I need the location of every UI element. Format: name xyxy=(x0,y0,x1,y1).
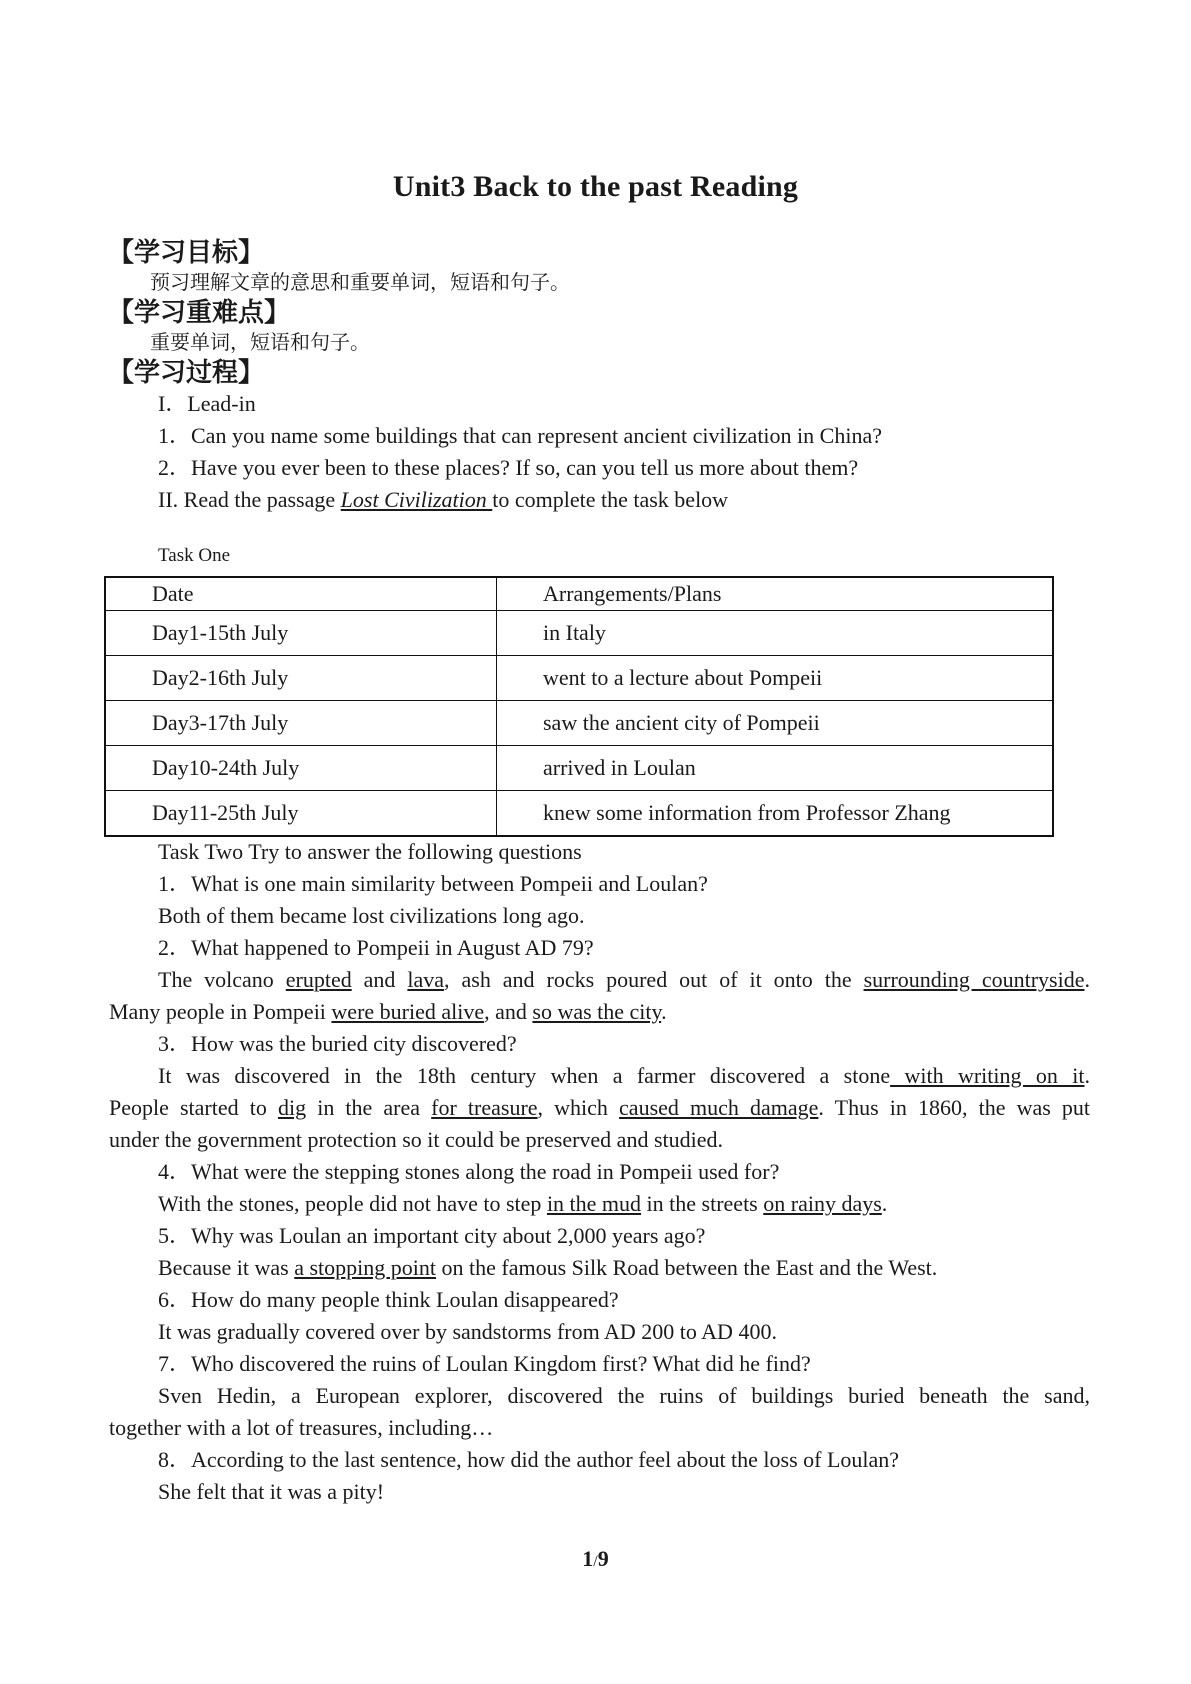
part2-instruction xyxy=(158,484,728,516)
answer-7-line-1: Sven Hedin, a European explorer, discovered the ruins of buildings buried beneath the sand, xyxy=(158,1383,1090,1408)
question-1: 1．What is one main similarity between Pompeii and Loulan? xyxy=(158,871,708,896)
task-one-label: Task One xyxy=(158,545,231,566)
lead-in-question-2: 2．Have you ever been to these places? If so, can you tell us more about them? xyxy=(158,455,859,480)
answer-6: It was gradually covered over by sandstorms from AD 200 to AD 400. xyxy=(158,1319,777,1344)
question-3: 3．How was the buried city discovered? xyxy=(158,1031,517,1056)
answer-7-line-2: together with a lot of treasures, including… xyxy=(109,1415,494,1440)
table-row xyxy=(105,746,1053,791)
question-7: 7．Who discovered the ruins of Loulan Kingdom first? What did he find? xyxy=(158,1351,811,1376)
part2-prefix: II. Read the passage xyxy=(158,487,341,512)
table-header-plans: Arrangements/Plans xyxy=(497,577,1054,611)
table-row xyxy=(105,656,1053,701)
lead-in-question-1: 1．Can you name some buildings that can represent ancient civilization in China? xyxy=(158,423,882,448)
part2-suffix: to complete the task below xyxy=(492,487,729,512)
table-cell-plan: arrived in Loulan xyxy=(497,746,1054,791)
table-cell-date: Day10-24th July xyxy=(105,746,497,791)
plan-table xyxy=(104,576,1054,837)
table-cell-date: Day1-15th July xyxy=(105,611,497,656)
table-cell-plan: knew some information from Professor Zhang xyxy=(497,791,1054,837)
answer-2-line-1: The volcano erupted and lava, ash and rocks poured out of it onto the surrounding countryside. xyxy=(158,967,1090,992)
table-header-date: Date xyxy=(105,577,497,611)
table-row xyxy=(105,701,1053,746)
lead-in-label: I．Lead-in xyxy=(158,391,256,416)
question-4: 4．What were the stepping stones along the road in Pompeii used for? xyxy=(158,1159,780,1184)
answer-5: Because it was a stopping point on the famous Silk Road between the East and the West. xyxy=(158,1255,938,1280)
table-cell-plan: went to a lecture about Pompeii xyxy=(497,656,1054,701)
page-number: 1/9 xyxy=(582,1546,609,1571)
table-cell-date: Day2-16th July xyxy=(105,656,497,701)
answer-2-line-2: Many people in Pompeii were buried alive, and so was the city. xyxy=(109,999,667,1024)
table-cell-date: Day3-17th July xyxy=(105,701,497,746)
question-2: 2．What happened to Pompeii in August AD 79? xyxy=(158,935,594,960)
question-8: 8．According to the last sentence, how did the author feel about the loss of Loulan? xyxy=(158,1447,900,1472)
key-points-text: 重要单词，短语和句子。 xyxy=(150,330,370,354)
table-header-row xyxy=(105,577,1053,611)
process-heading: 【学习过程】 xyxy=(108,358,265,388)
objectives-heading: 【学习目标】 xyxy=(108,238,265,268)
table-cell-plan: saw the ancient city of Pompeii xyxy=(497,701,1054,746)
table-cell-date: Day11-25th July xyxy=(105,791,497,837)
answer-8: She felt that it was a pity! xyxy=(158,1479,385,1504)
page-title: Unit3 Back to the past Reading xyxy=(392,170,799,203)
table-row xyxy=(105,791,1053,837)
task-two-label: Task Two Try to answer the following questions xyxy=(158,839,582,864)
question-5: 5．Why was Loulan an important city about 2,000 years ago? xyxy=(158,1223,706,1248)
question-6: 6．How do many people think Loulan disappeared? xyxy=(158,1287,619,1312)
answer-4: With the stones, people did not have to step in the mud in the streets on rainy days. xyxy=(158,1191,888,1216)
answer-3-line-3: under the government protection so it could be preserved and studied. xyxy=(109,1127,723,1152)
key-points-heading: 【学习重难点】 xyxy=(108,298,291,328)
objectives-text: 预习理解文章的意思和重要单词，短语和句子。 xyxy=(150,270,570,294)
table-cell-plan: in Italy xyxy=(497,611,1054,656)
answer-3-line-2: People started to dig in the area for treasure, which caused much damage. Thus in 1860, the was put xyxy=(109,1095,1091,1120)
answer-1: Both of them became lost civilizations long ago. xyxy=(158,903,585,928)
table-row xyxy=(105,611,1053,656)
answer-3-line-1: It was discovered in the 18th century when a farmer discovered a stone with writing on it. xyxy=(158,1063,1090,1088)
passage-title: Lost Civilization xyxy=(340,487,493,512)
